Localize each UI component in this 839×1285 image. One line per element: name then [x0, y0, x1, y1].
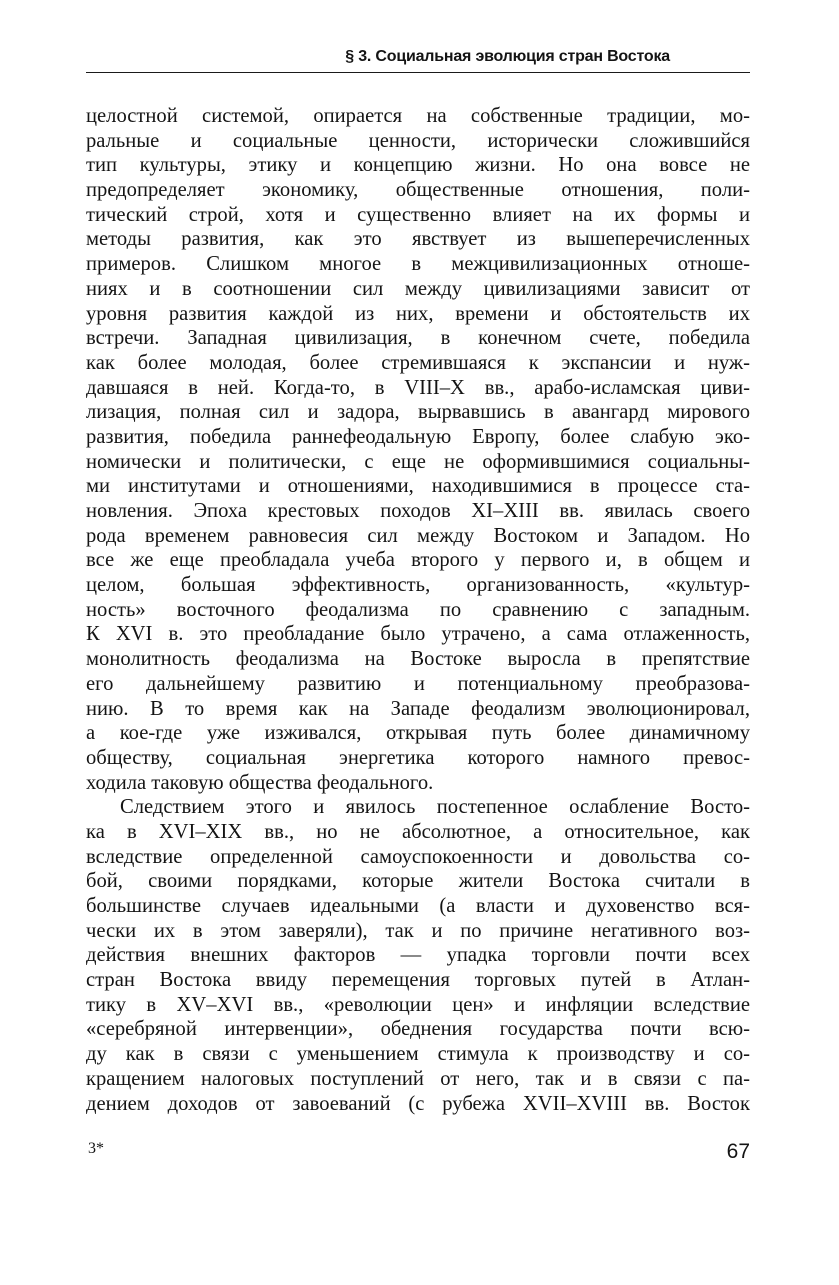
text-line: ду как в связи с уменьшением стимула к производству и со- [86, 1043, 750, 1066]
text-line: нию. В то время как на Западе феодализм эволюционировал, [86, 697, 750, 720]
signature-mark: 3* [88, 1140, 104, 1157]
text-line: целом, большая эффективность, организованность, «культур- [86, 574, 750, 597]
text-line: лизация, полная сил и задора, вырвавшись в авангард мирового [86, 401, 750, 424]
text-line: К XVI в. это преобладание было утрачено, а сама отлаженность, [86, 623, 750, 646]
text-line: предопределяет экономику, общественные отношения, поли- [86, 179, 750, 202]
paragraph-1 [86, 104, 750, 795]
text-line: номически и политически, с еще не оформившимися социальны- [86, 450, 750, 473]
text-line: тический строй, хотя и существенно влияет на их формы и [86, 203, 750, 226]
text-line: его дальнейшему развитию и потенциальному преобразова- [86, 672, 750, 695]
text-line: дением доходов от завоеваний (с рубежа XVII–XVIII вв. Восток [86, 1092, 750, 1115]
text-line: все же еще преобладала учеба второго у первого и, в общем и [86, 549, 750, 572]
text-line: уровня развития каждой из них, времени и обстоятельств их [86, 302, 750, 325]
text-line: тип культуры, этику и концепцию жизни. Но она вовсе не [86, 154, 750, 177]
text-line: обществу, социальная энергетика которого намного превос- [86, 746, 750, 769]
text-line: монолитность феодализма на Востоке выросла в препятствие [86, 648, 750, 671]
header-rule [86, 72, 750, 73]
text-line: стран Востока ввиду перемещения торговых путей в Атлан- [86, 969, 750, 992]
text-line: ка в XVI–XIX вв., но не абсолютное, а относительное, как [86, 820, 750, 843]
body-text [86, 104, 750, 1116]
text-line: целостной системой, опирается на собственные традиции, мо- [86, 105, 750, 127]
text-line: Следствием этого и явилось постепенное ослабление Восто- [120, 796, 750, 819]
text-line: давшаяся в ней. Когда-то, в VIII–X вв., арабо-исламская циви- [86, 376, 750, 399]
text-line: большинстве случаев идеальными (а власти и духовенство вся- [86, 895, 750, 917]
text-line: ральные и социальные ценности, исторически сложившийся [86, 129, 750, 152]
text-line: ходила таковую общества феодального. [86, 771, 434, 794]
page-number: 67 [726, 1140, 750, 1163]
text-line: вследствие определенной самоуспокоенности и довольства со- [86, 845, 750, 868]
text-line: а кое-где уже изживался, открывая путь более динамичному [86, 722, 750, 745]
text-line: новления. Эпоха крестовых походов XI–XIII вв. явилась своего [86, 500, 750, 522]
text-line: рода временем равновесия сил между Востоком и Западом. Но [86, 524, 750, 547]
text-line: кращением налоговых поступлений от него, так и в связи с па- [86, 1067, 750, 1090]
text-line: бой, своими порядками, которые жители Востока считали в [86, 870, 750, 893]
text-line: методы развития, как это явствует из вышеперечисленных [86, 228, 750, 251]
paragraph-2 [86, 795, 750, 1116]
running-header: § 3. Социальная эволюция стран Востока [345, 48, 670, 65]
text-line: ми институтами и отношениями, находившимися в процессе ста- [86, 475, 750, 498]
text-line: тику в XV–XVI вв., «революции цен» и инфляции вследствие [86, 993, 750, 1016]
text-line: как более молодая, более стремившаяся к экспансии и нуж- [86, 351, 750, 374]
text-line: развития, победила раннефеодальную Европу, более слабую эко- [86, 425, 750, 448]
text-line: ниях и в соотношении сил между цивилизациями зависит от [86, 277, 750, 300]
text-line: встречи. Западная цивилизация, в конечном счете, победила [86, 327, 750, 350]
text-line: действия внешних факторов — упадка торговли почти всех [86, 944, 750, 967]
text-line: ность» восточного феодализма по сравнению с западным. [86, 598, 750, 621]
text-line: «серебряной интервенции», обеднения государства почти всю- [86, 1018, 750, 1041]
text-line: чески их в этом заверяли), так и по причине негативного воз- [86, 919, 750, 942]
text-line: примеров. Слишком многое в межцивилизационных отноше- [86, 253, 750, 276]
